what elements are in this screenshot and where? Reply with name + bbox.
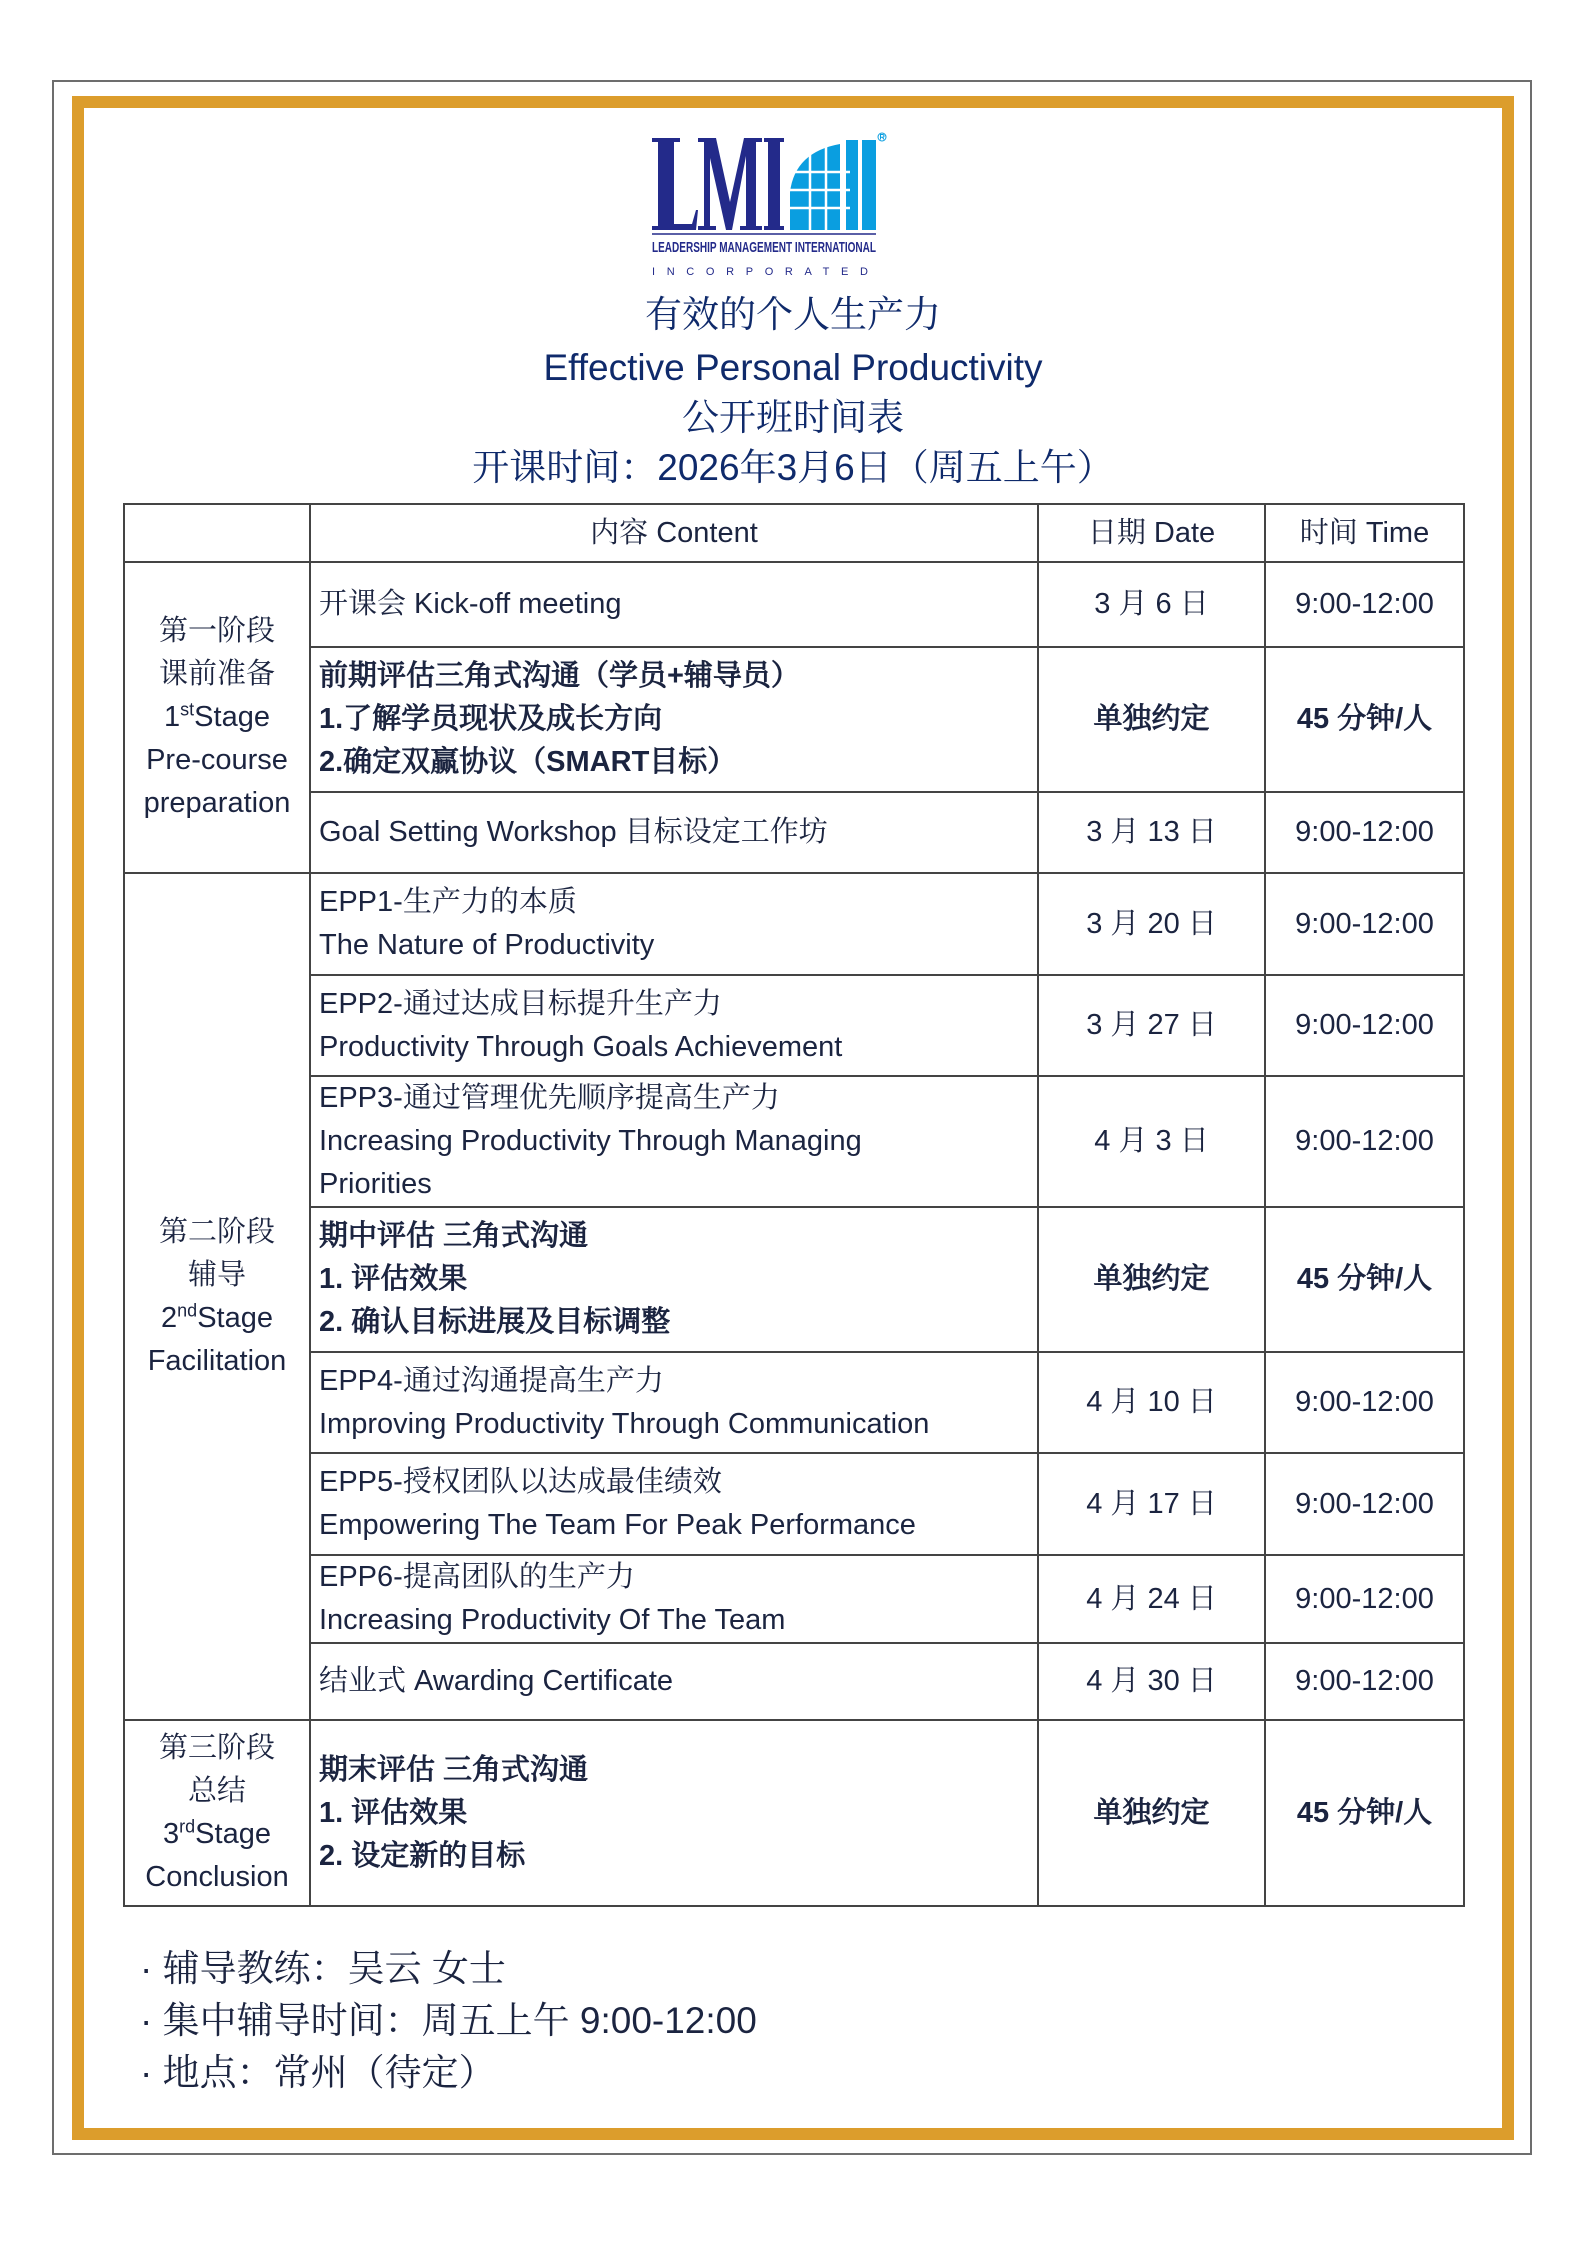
date-cell: 3 月 13 日	[1038, 792, 1265, 873]
content-cell: Goal Setting Workshop 目标设定工作坊	[310, 792, 1038, 873]
title-cn: 有效的个人生产力	[645, 294, 941, 335]
schedule-table	[123, 503, 1465, 1907]
time-cell: 9:00-12:00	[1265, 975, 1464, 1076]
content-cell: EPP1-生产力的本质 The Nature of Productivity	[310, 873, 1038, 975]
time-cell: 9:00-12:00	[1265, 792, 1464, 873]
header-cell	[124, 504, 310, 562]
subtitle: 公开班时间表	[682, 397, 904, 438]
note-location: · 地点：常州（待定）	[140, 2052, 496, 2093]
date-cell: 4 月 10 日	[1038, 1352, 1265, 1453]
time-cell: 9:00-12:00	[1265, 873, 1464, 975]
stage-cell: 第一阶段 课前准备 1stStage Pre-course preparation	[124, 562, 310, 873]
content-cell: EPP2-通过达成目标提升生产力 Productivity Through Goals Achievement	[310, 975, 1038, 1076]
table-row	[124, 1076, 1464, 1207]
registered-mark	[878, 133, 886, 141]
table-row	[124, 1207, 1464, 1352]
time-cell: 9:00-12:00	[1265, 562, 1464, 647]
time-cell: 9:00-12:00	[1265, 1453, 1464, 1555]
note-time: · 集中辅导时间：周五上午 9:00-12:00	[140, 2000, 757, 2041]
lmi-letters	[652, 138, 784, 230]
title-en: Effective Personal Productivity	[543, 347, 1043, 388]
start-date: 开课时间：2026年3月6日（周五上午）	[472, 447, 1114, 488]
content-cell: EPP3-通过管理优先顺序提高生产力 Increasing Productivity Through Managing Priorities	[310, 1076, 1038, 1207]
date-cell: 单独约定	[1038, 1207, 1265, 1352]
stage-cell: 第三阶段 总结 3rdStage Conclusion	[124, 1720, 310, 1906]
time-cell: 45 分钟/人	[1265, 1720, 1464, 1906]
date-cell: 4 月 17 日	[1038, 1453, 1265, 1555]
date-cell: 4 月 24 日	[1038, 1555, 1265, 1643]
content-cell: EPP4-通过沟通提高生产力 Improving Productivity Through Communication	[310, 1352, 1038, 1453]
table-row	[124, 873, 1464, 975]
table-row	[124, 1352, 1464, 1453]
header-cell: 内容 Content	[310, 504, 1038, 562]
date-cell: 3 月 20 日	[1038, 873, 1265, 975]
date-cell: 单独约定	[1038, 647, 1265, 792]
time-cell: 9:00-12:00	[1265, 1076, 1464, 1207]
date-cell: 3 月 6 日	[1038, 562, 1265, 647]
time-cell: 9:00-12:00	[1265, 1555, 1464, 1643]
header-cell: 日期 Date	[1038, 504, 1265, 562]
date-cell: 4 月 3 日	[1038, 1076, 1265, 1207]
date-cell: 3 月 27 日	[1038, 975, 1265, 1076]
table-row	[124, 1720, 1464, 1906]
time-cell: 45 分钟/人	[1265, 647, 1464, 792]
time-cell: 9:00-12:00	[1265, 1352, 1464, 1453]
content-cell: 期中评估 三角式沟通 1. 评估效果 2. 确认目标进展及目标调整	[310, 1207, 1038, 1352]
time-cell: 45 分钟/人	[1265, 1207, 1464, 1352]
time-cell: 9:00-12:00	[1265, 1643, 1464, 1720]
table-row	[124, 562, 1464, 647]
table-row	[124, 792, 1464, 873]
date-cell: 单独约定	[1038, 1720, 1265, 1906]
content-cell: 前期评估三角式沟通（学员+辅导员） 1.了解学员现状及成长方向 2.确定双赢协议（SMART目标）	[310, 647, 1038, 792]
header-row	[124, 504, 1464, 562]
date-cell: 4 月 30 日	[1038, 1643, 1265, 1720]
content-cell: 开课会 Kick-off meeting	[310, 562, 1038, 647]
content-cell: 期末评估 三角式沟通 1. 评估效果 2. 设定新的目标	[310, 1720, 1038, 1906]
content-cell: 结业式 Awarding Certificate	[310, 1643, 1038, 1720]
table-row	[124, 1453, 1464, 1555]
note-coach: · 辅导教练：吴云 女士	[140, 1948, 506, 1989]
notes	[140, 1943, 757, 2099]
table-row	[124, 647, 1464, 792]
table-row	[124, 1555, 1464, 1643]
logo-line1: LEADERSHIP MANAGEMENT INTERNATIONAL	[652, 239, 876, 256]
logo-line2: INCORPORATED	[652, 266, 876, 278]
header-cell: 时间 Time	[1265, 504, 1464, 562]
table-row	[124, 975, 1464, 1076]
content-cell: EPP5-授权团队以达成最佳绩效 Empowering The Team For Peak Performance	[310, 1453, 1038, 1555]
lmi-logo	[650, 132, 890, 280]
stage-cell: 第二阶段 辅导 2ndStage Facilitation	[124, 873, 310, 1720]
table-row	[124, 1643, 1464, 1720]
content-cell: EPP6-提高团队的生产力 Increasing Productivity Of The Team	[310, 1555, 1038, 1643]
